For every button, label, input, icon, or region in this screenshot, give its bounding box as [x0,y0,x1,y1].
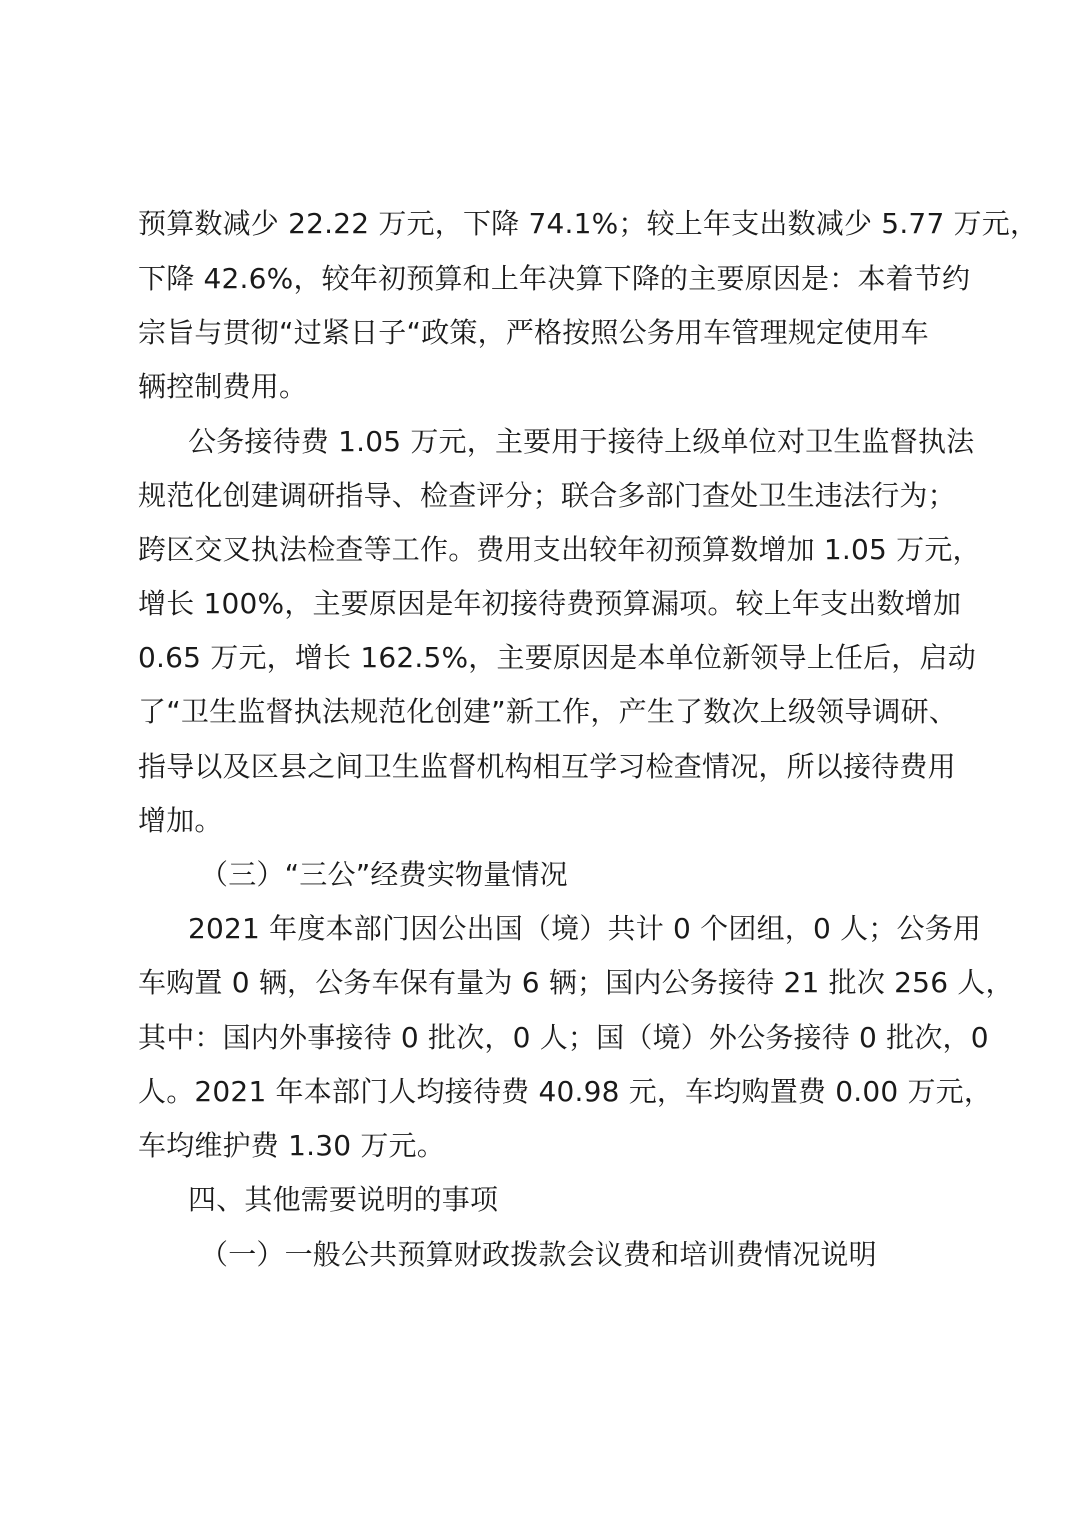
paragraph-line: 增长 100%，主要原因是年初接待费预算漏项。较上年支出数增加 [138,587,962,620]
paragraph-line: 规范化创建调研指导、检查评分；联合多部门查处卫生违法行为； [138,479,956,512]
paragraph-line: 了“卫生监督执法规范化创建”新工作，产生了数次上级领导调研、 [138,695,958,728]
paragraph-line: 指导以及区县之间卫生监督机构相互学习检查情况，所以接待费用 [138,750,956,783]
paragraph-line: 其中：国内外事接待 0 批次，0 人；国（境）外公务接待 0 批次，0 [138,1021,989,1054]
paragraph-line: 人。2021 年本部门人均接待费 40.98 元，车均购置费 0.00 万元， [138,1075,993,1108]
paragraph-line: 0.65 万元，增长 162.5%，主要原因是本单位新领导上任后，启动 [138,641,976,674]
paragraph-line: 车购置 0 辆，公务车保有量为 6 辆；国内公务接待 21 批次 256 人， [138,966,1014,999]
paragraph-line: 公务接待费 1.05 万元，主要用于接待上级单位对卫生监督执法 [188,425,975,458]
paragraph-line: 辆控制费用。 [138,370,308,403]
subsection-heading: （一）一般公共预算财政拨款会议费和培训费情况说明 [200,1238,877,1271]
paragraph-line: 预算数减少 22.22 万元，下降 74.1%；较上年支出数减少 5.77 万元， [138,207,1039,240]
paragraph-line: 下降 42.6%，较年初预算和上年决算下降的主要原因是：本着节约 [138,262,971,295]
paragraph-line: 宗旨与贯彻“过紧日子“政策，严格按照公务用车管理规定使用车 [138,316,929,349]
paragraph-line: 跨区交叉执法检查等工作。费用支出较年初预算数增加 1.05 万元， [138,533,981,566]
paragraph-line: 2021 年度本部门因公出国（境）共计 0 个团组，0 人；公务用 [188,912,982,945]
paragraph-line: 增加。 [138,804,223,837]
section-heading: 四、其他需要说明的事项 [188,1183,499,1216]
section-heading: （三）“三公”经费实物量情况 [200,858,568,891]
paragraph-line: 车均维护费 1.30 万元。 [138,1129,445,1162]
